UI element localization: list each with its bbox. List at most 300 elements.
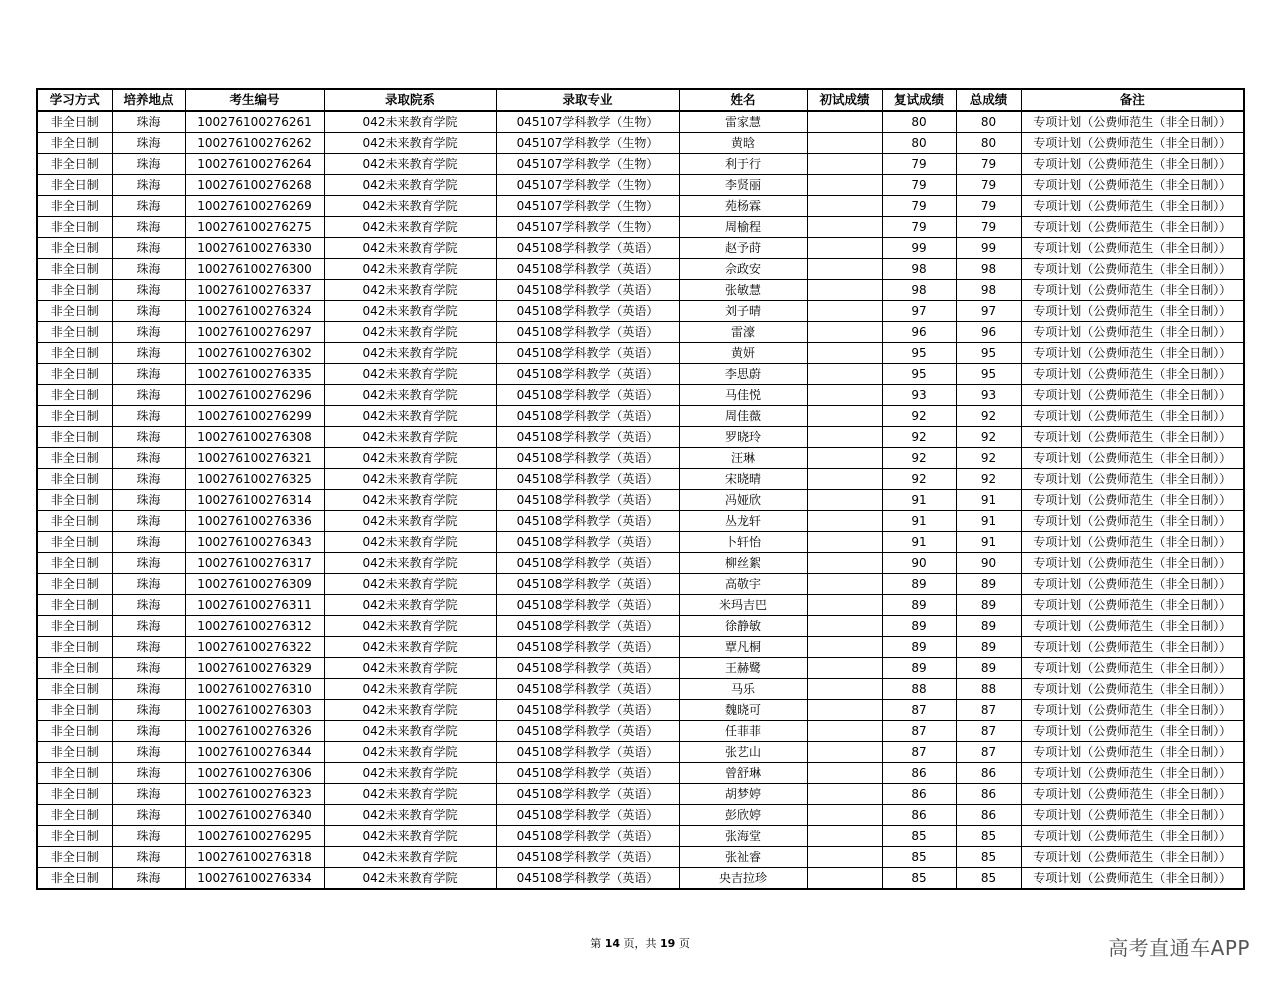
cell-department: 042未来教育学院 bbox=[324, 826, 496, 847]
cell-department: 042未来教育学院 bbox=[324, 217, 496, 238]
cell-major: 045108学科教学（英语） bbox=[496, 385, 679, 406]
cell-candidate-id: 100276100276335 bbox=[185, 364, 324, 385]
cell-campus: 珠海 bbox=[112, 259, 185, 280]
cell-name: 张祉睿 bbox=[679, 847, 807, 868]
cell-campus: 珠海 bbox=[112, 679, 185, 700]
cell-remarks: 专项计划（公费师范生（非全日制）） bbox=[1021, 826, 1244, 847]
cell-department: 042未来教育学院 bbox=[324, 763, 496, 784]
cell-retest-score: 97 bbox=[882, 301, 956, 322]
cell-prelim-score bbox=[807, 658, 882, 679]
cell-prelim-score bbox=[807, 111, 882, 133]
cell-campus: 珠海 bbox=[112, 133, 185, 154]
cell-study-mode: 非全日制 bbox=[37, 238, 112, 259]
cell-name: 汪琳 bbox=[679, 448, 807, 469]
cell-total-score: 79 bbox=[956, 217, 1021, 238]
column-header-study-mode: 学习方式 bbox=[37, 89, 112, 111]
cell-campus: 珠海 bbox=[112, 868, 185, 890]
cell-candidate-id: 100276100276334 bbox=[185, 868, 324, 890]
cell-name: 李思蔚 bbox=[679, 364, 807, 385]
cell-study-mode: 非全日制 bbox=[37, 364, 112, 385]
cell-department: 042未来教育学院 bbox=[324, 448, 496, 469]
table-row bbox=[37, 385, 1244, 406]
cell-total-score: 79 bbox=[956, 154, 1021, 175]
table-row bbox=[37, 238, 1244, 259]
cell-remarks: 专项计划（公费师范生（非全日制）） bbox=[1021, 490, 1244, 511]
cell-study-mode: 非全日制 bbox=[37, 700, 112, 721]
cell-study-mode: 非全日制 bbox=[37, 196, 112, 217]
cell-study-mode: 非全日制 bbox=[37, 259, 112, 280]
table-row bbox=[37, 805, 1244, 826]
cell-study-mode: 非全日制 bbox=[37, 343, 112, 364]
cell-department: 042未来教育学院 bbox=[324, 616, 496, 637]
cell-remarks: 专项计划（公费师范生（非全日制）） bbox=[1021, 406, 1244, 427]
cell-prelim-score bbox=[807, 679, 882, 700]
table-row bbox=[37, 595, 1244, 616]
cell-candidate-id: 100276100276321 bbox=[185, 448, 324, 469]
cell-study-mode: 非全日制 bbox=[37, 133, 112, 154]
cell-name: 刘子晴 bbox=[679, 301, 807, 322]
cell-total-score: 98 bbox=[956, 280, 1021, 301]
table-row bbox=[37, 175, 1244, 196]
cell-department: 042未来教育学院 bbox=[324, 574, 496, 595]
cell-retest-score: 89 bbox=[882, 658, 956, 679]
cell-name: 周榆程 bbox=[679, 217, 807, 238]
cell-campus: 珠海 bbox=[112, 238, 185, 259]
cell-major: 045108学科教学（英语） bbox=[496, 637, 679, 658]
cell-candidate-id: 100276100276311 bbox=[185, 595, 324, 616]
cell-name: 卜轩怡 bbox=[679, 532, 807, 553]
cell-remarks: 专项计划（公费师范生（非全日制）） bbox=[1021, 343, 1244, 364]
cell-department: 042未来教育学院 bbox=[324, 343, 496, 364]
cell-name: 央吉拉珍 bbox=[679, 868, 807, 890]
cell-name: 苑杨霖 bbox=[679, 196, 807, 217]
cell-candidate-id: 100276100276296 bbox=[185, 385, 324, 406]
cell-major: 045107学科教学（生物） bbox=[496, 111, 679, 133]
cell-retest-score: 93 bbox=[882, 385, 956, 406]
cell-prelim-score bbox=[807, 847, 882, 868]
table-row bbox=[37, 532, 1244, 553]
cell-major: 045108学科教学（英语） bbox=[496, 238, 679, 259]
cell-remarks: 专项计划（公费师范生（非全日制）） bbox=[1021, 742, 1244, 763]
cell-remarks: 专项计划（公费师范生（非全日制）） bbox=[1021, 196, 1244, 217]
cell-campus: 珠海 bbox=[112, 301, 185, 322]
cell-study-mode: 非全日制 bbox=[37, 322, 112, 343]
cell-campus: 珠海 bbox=[112, 658, 185, 679]
cell-total-score: 91 bbox=[956, 532, 1021, 553]
cell-department: 042未来教育学院 bbox=[324, 196, 496, 217]
cell-major: 045108学科教学（英语） bbox=[496, 343, 679, 364]
table-row bbox=[37, 721, 1244, 742]
cell-candidate-id: 100276100276326 bbox=[185, 721, 324, 742]
cell-name: 张敏慧 bbox=[679, 280, 807, 301]
cell-total-score: 89 bbox=[956, 658, 1021, 679]
table-row bbox=[37, 469, 1244, 490]
cell-candidate-id: 100276100276306 bbox=[185, 763, 324, 784]
cell-campus: 珠海 bbox=[112, 805, 185, 826]
cell-campus: 珠海 bbox=[112, 154, 185, 175]
cell-candidate-id: 100276100276329 bbox=[185, 658, 324, 679]
cell-retest-score: 86 bbox=[882, 763, 956, 784]
cell-study-mode: 非全日制 bbox=[37, 826, 112, 847]
page-number bbox=[0, 935, 1280, 951]
cell-prelim-score bbox=[807, 574, 882, 595]
cell-candidate-id: 100276100276309 bbox=[185, 574, 324, 595]
cell-remarks: 专项计划（公费师范生（非全日制）） bbox=[1021, 700, 1244, 721]
cell-study-mode: 非全日制 bbox=[37, 406, 112, 427]
cell-campus: 珠海 bbox=[112, 637, 185, 658]
cell-retest-score: 80 bbox=[882, 111, 956, 133]
cell-prelim-score bbox=[807, 427, 882, 448]
cell-campus: 珠海 bbox=[112, 721, 185, 742]
table-row bbox=[37, 427, 1244, 448]
cell-candidate-id: 100276100276340 bbox=[185, 805, 324, 826]
cell-name: 徐静敏 bbox=[679, 616, 807, 637]
cell-total-score: 89 bbox=[956, 616, 1021, 637]
table-row bbox=[37, 784, 1244, 805]
cell-major: 045108学科教学（英语） bbox=[496, 616, 679, 637]
cell-total-score: 87 bbox=[956, 700, 1021, 721]
table-row bbox=[37, 700, 1244, 721]
cell-retest-score: 88 bbox=[882, 679, 956, 700]
cell-total-score: 80 bbox=[956, 111, 1021, 133]
cell-campus: 珠海 bbox=[112, 364, 185, 385]
cell-study-mode: 非全日制 bbox=[37, 784, 112, 805]
cell-retest-score: 92 bbox=[882, 469, 956, 490]
cell-total-score: 80 bbox=[956, 133, 1021, 154]
cell-study-mode: 非全日制 bbox=[37, 721, 112, 742]
cell-major: 045108学科教学（英语） bbox=[496, 280, 679, 301]
cell-department: 042未来教育学院 bbox=[324, 595, 496, 616]
table-row bbox=[37, 343, 1244, 364]
cell-prelim-score bbox=[807, 154, 882, 175]
cell-department: 042未来教育学院 bbox=[324, 385, 496, 406]
cell-campus: 珠海 bbox=[112, 574, 185, 595]
cell-study-mode: 非全日制 bbox=[37, 217, 112, 238]
cell-name: 彭欣婷 bbox=[679, 805, 807, 826]
cell-name: 高敬宇 bbox=[679, 574, 807, 595]
cell-department: 042未来教育学院 bbox=[324, 427, 496, 448]
cell-study-mode: 非全日制 bbox=[37, 448, 112, 469]
cell-prelim-score bbox=[807, 322, 882, 343]
cell-retest-score: 85 bbox=[882, 868, 956, 890]
cell-department: 042未来教育学院 bbox=[324, 154, 496, 175]
cell-total-score: 96 bbox=[956, 322, 1021, 343]
cell-retest-score: 86 bbox=[882, 784, 956, 805]
cell-total-score: 86 bbox=[956, 763, 1021, 784]
cell-prelim-score bbox=[807, 469, 882, 490]
cell-department: 042未来教育学院 bbox=[324, 322, 496, 343]
cell-study-mode: 非全日制 bbox=[37, 301, 112, 322]
cell-candidate-id: 100276100276330 bbox=[185, 238, 324, 259]
cell-prelim-score bbox=[807, 133, 882, 154]
cell-prelim-score bbox=[807, 490, 882, 511]
cell-retest-score: 79 bbox=[882, 196, 956, 217]
cell-total-score: 85 bbox=[956, 826, 1021, 847]
cell-total-score: 92 bbox=[956, 469, 1021, 490]
cell-name: 黄妍 bbox=[679, 343, 807, 364]
cell-department: 042未来教育学院 bbox=[324, 406, 496, 427]
cell-major: 045108学科教学（英语） bbox=[496, 784, 679, 805]
cell-candidate-id: 100276100276312 bbox=[185, 616, 324, 637]
cell-name: 马佳悦 bbox=[679, 385, 807, 406]
cell-prelim-score bbox=[807, 721, 882, 742]
cell-total-score: 88 bbox=[956, 679, 1021, 700]
cell-prelim-score bbox=[807, 763, 882, 784]
table-row bbox=[37, 217, 1244, 238]
cell-candidate-id: 100276100276308 bbox=[185, 427, 324, 448]
cell-campus: 珠海 bbox=[112, 763, 185, 784]
cell-study-mode: 非全日制 bbox=[37, 658, 112, 679]
table-row bbox=[37, 616, 1244, 637]
cell-campus: 珠海 bbox=[112, 406, 185, 427]
cell-candidate-id: 100276100276262 bbox=[185, 133, 324, 154]
cell-candidate-id: 100276100276325 bbox=[185, 469, 324, 490]
cell-retest-score: 98 bbox=[882, 280, 956, 301]
cell-candidate-id: 100276100276264 bbox=[185, 154, 324, 175]
table-row bbox=[37, 154, 1244, 175]
cell-major: 045108学科教学（英语） bbox=[496, 595, 679, 616]
cell-remarks: 专项计划（公费师范生（非全日制）） bbox=[1021, 658, 1244, 679]
cell-campus: 珠海 bbox=[112, 469, 185, 490]
cell-campus: 珠海 bbox=[112, 448, 185, 469]
cell-retest-score: 99 bbox=[882, 238, 956, 259]
cell-name: 宋晓晴 bbox=[679, 469, 807, 490]
cell-total-score: 89 bbox=[956, 595, 1021, 616]
table-row bbox=[37, 826, 1244, 847]
cell-total-score: 92 bbox=[956, 427, 1021, 448]
cell-study-mode: 非全日制 bbox=[37, 385, 112, 406]
cell-total-score: 85 bbox=[956, 868, 1021, 890]
column-header-remarks: 备注 bbox=[1021, 89, 1244, 111]
cell-total-score: 79 bbox=[956, 196, 1021, 217]
cell-retest-score: 96 bbox=[882, 322, 956, 343]
cell-candidate-id: 100276100276310 bbox=[185, 679, 324, 700]
cell-remarks: 专项计划（公费师范生（非全日制）） bbox=[1021, 175, 1244, 196]
column-header-candidate-id: 考生编号 bbox=[185, 89, 324, 111]
cell-candidate-id: 100276100276261 bbox=[185, 111, 324, 133]
cell-remarks: 专项计划（公费师范生（非全日制）） bbox=[1021, 154, 1244, 175]
cell-total-score: 95 bbox=[956, 343, 1021, 364]
cell-retest-score: 85 bbox=[882, 826, 956, 847]
page-middle: 页，共 bbox=[623, 937, 657, 950]
cell-candidate-id: 100276100276299 bbox=[185, 406, 324, 427]
cell-candidate-id: 100276100276297 bbox=[185, 322, 324, 343]
cell-total-score: 91 bbox=[956, 511, 1021, 532]
column-header-retest-score: 复试成绩 bbox=[882, 89, 956, 111]
cell-candidate-id: 100276100276337 bbox=[185, 280, 324, 301]
cell-candidate-id: 100276100276344 bbox=[185, 742, 324, 763]
cell-name: 曾舒琳 bbox=[679, 763, 807, 784]
cell-major: 045108学科教学（英语） bbox=[496, 658, 679, 679]
cell-department: 042未来教育学院 bbox=[324, 637, 496, 658]
cell-department: 042未来教育学院 bbox=[324, 847, 496, 868]
cell-department: 042未来教育学院 bbox=[324, 511, 496, 532]
cell-total-score: 86 bbox=[956, 784, 1021, 805]
cell-candidate-id: 100276100276318 bbox=[185, 847, 324, 868]
cell-study-mode: 非全日制 bbox=[37, 553, 112, 574]
cell-campus: 珠海 bbox=[112, 847, 185, 868]
cell-name: 张海堂 bbox=[679, 826, 807, 847]
cell-remarks: 专项计划（公费师范生（非全日制）） bbox=[1021, 111, 1244, 133]
cell-remarks: 专项计划（公费师范生（非全日制）） bbox=[1021, 763, 1244, 784]
cell-study-mode: 非全日制 bbox=[37, 595, 112, 616]
cell-prelim-score bbox=[807, 175, 882, 196]
watermark-text: 高考直通车APP bbox=[1108, 936, 1250, 960]
table-row bbox=[37, 490, 1244, 511]
table-row bbox=[37, 637, 1244, 658]
cell-campus: 珠海 bbox=[112, 280, 185, 301]
page-prefix: 第 bbox=[590, 937, 602, 950]
cell-remarks: 专项计划（公费师范生（非全日制）） bbox=[1021, 448, 1244, 469]
cell-total-score: 87 bbox=[956, 721, 1021, 742]
cell-department: 042未来教育学院 bbox=[324, 238, 496, 259]
cell-department: 042未来教育学院 bbox=[324, 742, 496, 763]
cell-total-score: 90 bbox=[956, 553, 1021, 574]
table-row bbox=[37, 658, 1244, 679]
cell-remarks: 专项计划（公费师范生（非全日制）） bbox=[1021, 553, 1244, 574]
cell-department: 042未来教育学院 bbox=[324, 280, 496, 301]
cell-total-score: 86 bbox=[956, 805, 1021, 826]
cell-campus: 珠海 bbox=[112, 532, 185, 553]
cell-campus: 珠海 bbox=[112, 511, 185, 532]
cell-candidate-id: 100276100276343 bbox=[185, 532, 324, 553]
cell-name: 雷家慧 bbox=[679, 111, 807, 133]
cell-name: 赵予莳 bbox=[679, 238, 807, 259]
cell-study-mode: 非全日制 bbox=[37, 280, 112, 301]
cell-total-score: 87 bbox=[956, 742, 1021, 763]
cell-candidate-id: 100276100276268 bbox=[185, 175, 324, 196]
table-row bbox=[37, 448, 1244, 469]
cell-retest-score: 95 bbox=[882, 343, 956, 364]
cell-campus: 珠海 bbox=[112, 784, 185, 805]
page-current: 14 bbox=[604, 937, 620, 950]
cell-department: 042未来教育学院 bbox=[324, 784, 496, 805]
cell-major: 045108学科教学（英语） bbox=[496, 742, 679, 763]
cell-major: 045108学科教学（英语） bbox=[496, 259, 679, 280]
cell-prelim-score bbox=[807, 700, 882, 721]
table-row bbox=[37, 847, 1244, 868]
table-row bbox=[37, 364, 1244, 385]
cell-prelim-score bbox=[807, 280, 882, 301]
cell-major: 045108学科教学（英语） bbox=[496, 868, 679, 890]
cell-total-score: 89 bbox=[956, 637, 1021, 658]
cell-remarks: 专项计划（公费师范生（非全日制）） bbox=[1021, 427, 1244, 448]
cell-department: 042未来教育学院 bbox=[324, 721, 496, 742]
cell-prelim-score bbox=[807, 532, 882, 553]
cell-prelim-score bbox=[807, 616, 882, 637]
column-header-campus: 培养地点 bbox=[112, 89, 185, 111]
cell-remarks: 专项计划（公费师范生（非全日制）） bbox=[1021, 637, 1244, 658]
cell-prelim-score bbox=[807, 868, 882, 890]
cell-retest-score: 90 bbox=[882, 553, 956, 574]
cell-study-mode: 非全日制 bbox=[37, 847, 112, 868]
cell-major: 045108学科教学（英语） bbox=[496, 847, 679, 868]
cell-major: 045108学科教学（英语） bbox=[496, 448, 679, 469]
cell-total-score: 93 bbox=[956, 385, 1021, 406]
cell-remarks: 专项计划（公费师范生（非全日制）） bbox=[1021, 217, 1244, 238]
cell-name: 魏晓可 bbox=[679, 700, 807, 721]
cell-campus: 珠海 bbox=[112, 595, 185, 616]
cell-name: 柳丝絮 bbox=[679, 553, 807, 574]
table-row bbox=[37, 574, 1244, 595]
cell-total-score: 89 bbox=[956, 574, 1021, 595]
cell-name: 马乐 bbox=[679, 679, 807, 700]
cell-prelim-score bbox=[807, 595, 882, 616]
cell-prelim-score bbox=[807, 238, 882, 259]
cell-remarks: 专项计划（公费师范生（非全日制）） bbox=[1021, 133, 1244, 154]
cell-campus: 珠海 bbox=[112, 196, 185, 217]
cell-name: 胡梦婷 bbox=[679, 784, 807, 805]
column-header-major: 录取专业 bbox=[496, 89, 679, 111]
cell-candidate-id: 100276100276317 bbox=[185, 553, 324, 574]
cell-study-mode: 非全日制 bbox=[37, 511, 112, 532]
cell-total-score: 79 bbox=[956, 175, 1021, 196]
table-row bbox=[37, 553, 1244, 574]
cell-department: 042未来教育学院 bbox=[324, 301, 496, 322]
cell-major: 045108学科教学（英语） bbox=[496, 679, 679, 700]
cell-campus: 珠海 bbox=[112, 553, 185, 574]
cell-remarks: 专项计划（公费师范生（非全日制）） bbox=[1021, 784, 1244, 805]
cell-department: 042未来教育学院 bbox=[324, 111, 496, 133]
cell-prelim-score bbox=[807, 448, 882, 469]
cell-remarks: 专项计划（公费师范生（非全日制）） bbox=[1021, 595, 1244, 616]
cell-name: 罗晓玲 bbox=[679, 427, 807, 448]
cell-retest-score: 87 bbox=[882, 700, 956, 721]
cell-total-score: 92 bbox=[956, 448, 1021, 469]
cell-department: 042未来教育学院 bbox=[324, 364, 496, 385]
cell-campus: 珠海 bbox=[112, 490, 185, 511]
cell-total-score: 99 bbox=[956, 238, 1021, 259]
cell-campus: 珠海 bbox=[112, 742, 185, 763]
cell-campus: 珠海 bbox=[112, 826, 185, 847]
table-row bbox=[37, 406, 1244, 427]
cell-remarks: 专项计划（公费师范生（非全日制）） bbox=[1021, 511, 1244, 532]
cell-department: 042未来教育学院 bbox=[324, 133, 496, 154]
table-body bbox=[37, 111, 1244, 889]
cell-study-mode: 非全日制 bbox=[37, 427, 112, 448]
cell-name: 任菲菲 bbox=[679, 721, 807, 742]
cell-study-mode: 非全日制 bbox=[37, 490, 112, 511]
cell-prelim-score bbox=[807, 805, 882, 826]
cell-total-score: 95 bbox=[956, 364, 1021, 385]
cell-candidate-id: 100276100276314 bbox=[185, 490, 324, 511]
cell-name: 丛龙轩 bbox=[679, 511, 807, 532]
cell-major: 045107学科教学（生物） bbox=[496, 217, 679, 238]
cell-department: 042未来教育学院 bbox=[324, 469, 496, 490]
cell-total-score: 92 bbox=[956, 406, 1021, 427]
cell-prelim-score bbox=[807, 385, 882, 406]
cell-retest-score: 91 bbox=[882, 532, 956, 553]
cell-retest-score: 79 bbox=[882, 175, 956, 196]
cell-prelim-score bbox=[807, 826, 882, 847]
cell-candidate-id: 100276100276269 bbox=[185, 196, 324, 217]
cell-major: 045108学科教学（英语） bbox=[496, 511, 679, 532]
cell-candidate-id: 100276100276300 bbox=[185, 259, 324, 280]
cell-retest-score: 79 bbox=[882, 154, 956, 175]
cell-major: 045108学科教学（英语） bbox=[496, 490, 679, 511]
cell-total-score: 98 bbox=[956, 259, 1021, 280]
cell-candidate-id: 100276100276275 bbox=[185, 217, 324, 238]
cell-campus: 珠海 bbox=[112, 217, 185, 238]
cell-retest-score: 79 bbox=[882, 217, 956, 238]
table-row bbox=[37, 301, 1244, 322]
cell-department: 042未来教育学院 bbox=[324, 175, 496, 196]
cell-remarks: 专项计划（公费师范生（非全日制）） bbox=[1021, 721, 1244, 742]
cell-total-score: 91 bbox=[956, 490, 1021, 511]
cell-major: 045108学科教学（英语） bbox=[496, 763, 679, 784]
cell-retest-score: 95 bbox=[882, 364, 956, 385]
cell-name: 黄晗 bbox=[679, 133, 807, 154]
